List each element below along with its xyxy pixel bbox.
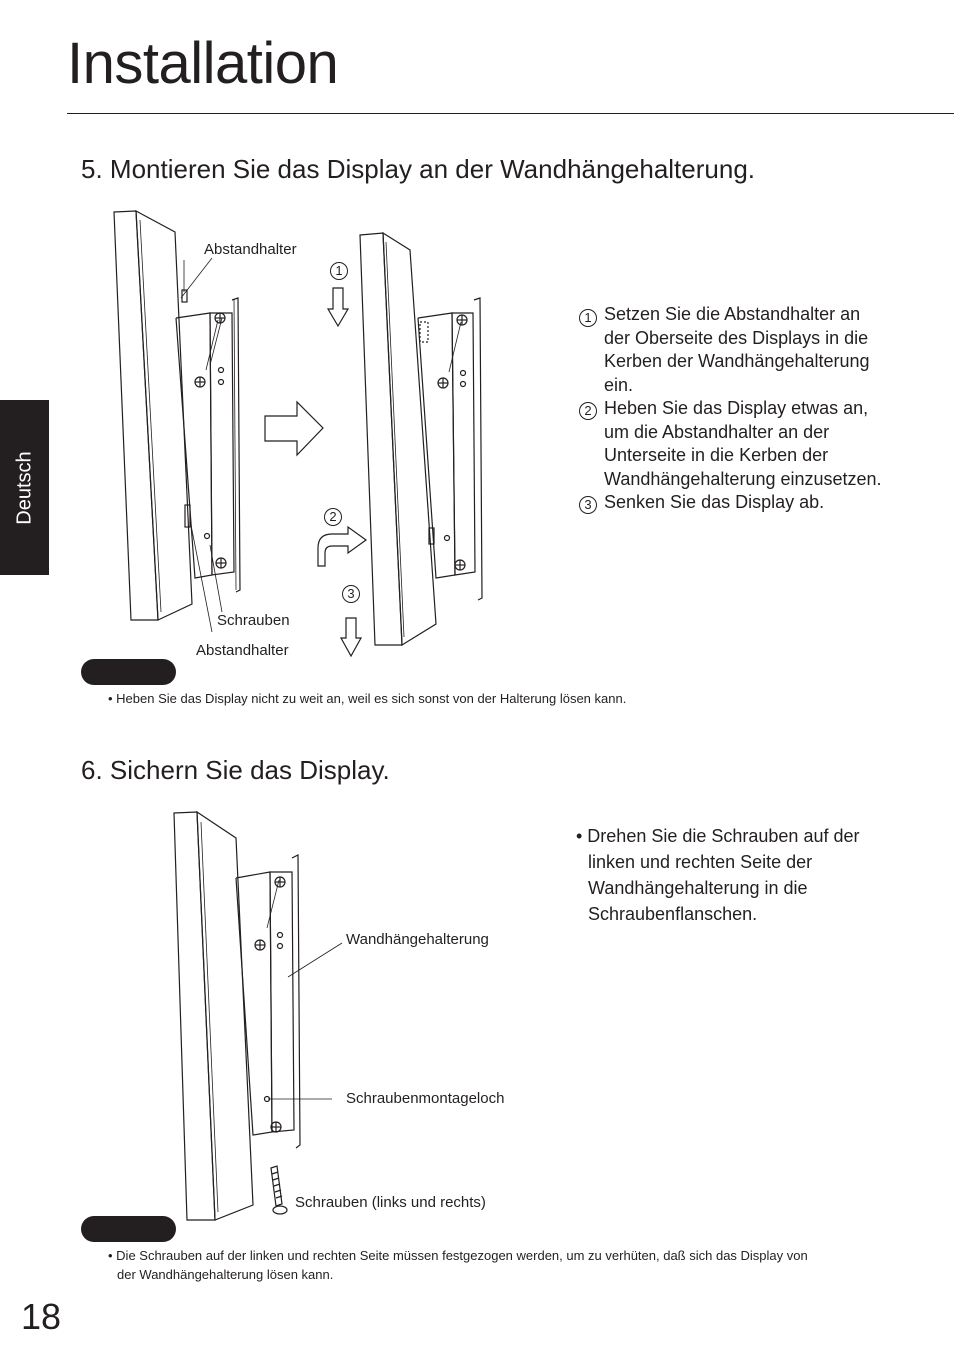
wall-bracket-right bbox=[418, 298, 482, 600]
arrow-number-3: 3 bbox=[342, 585, 360, 603]
callout-mounting-hole: Schraubenmontageloch bbox=[346, 1090, 505, 1107]
step5-heading: 5. Montieren Sie das Display an der Wandhängehalterung. bbox=[81, 154, 756, 184]
step6-heading: 6. Sichern Sie das Display. bbox=[81, 755, 390, 785]
callout-screws: Schrauben bbox=[217, 612, 290, 629]
arrow-down-1 bbox=[328, 288, 348, 326]
transition-arrow bbox=[265, 402, 323, 455]
instruction-number-1: 1 bbox=[579, 309, 597, 327]
language-tab-label: Deutsch bbox=[13, 450, 35, 525]
callout-screws-left-right: Schrauben (links und rechts) bbox=[295, 1194, 486, 1211]
instruction-number-3: 3 bbox=[579, 496, 597, 514]
display-side-view-right bbox=[360, 233, 436, 645]
callout-wall-bracket: Wandhängehalterung bbox=[346, 931, 489, 948]
arrow-number-1: 1 bbox=[330, 262, 348, 280]
display-side-view-left bbox=[114, 211, 192, 620]
note-step5: • Heben Sie das Display nicht zu weit an, weil es sich sonst von der Halterung lösen kann. bbox=[108, 691, 627, 706]
arrow-number-2: 2 bbox=[324, 508, 342, 526]
note-step6: • Die Schrauben auf der linken und rechten Seite müssen festgezogen werden, um zu verhüten, daß sich das Display von der Wandhängehalterung lösen kann. bbox=[108, 1248, 808, 1282]
instruction-1: Setzen Sie die Abstandhalter an der Oberseite des Displays in die Kerben der Wandhängehalterung ein. bbox=[604, 304, 870, 395]
note-badge-step5 bbox=[81, 659, 176, 685]
page-title: Installation bbox=[67, 31, 339, 96]
note-badge-step6 bbox=[81, 1216, 176, 1242]
wall-bracket-left bbox=[176, 260, 240, 632]
callout-spacer-bottom: Abstandhalter bbox=[196, 642, 289, 659]
step6-instructions: • Drehen Sie die Schrauben auf der linken und rechten Seite der Wandhängehalterung in die Schraubenflanschen. bbox=[576, 826, 860, 924]
instruction-number-2: 2 bbox=[579, 402, 597, 420]
instruction-3: Senken Sie das Display ab. bbox=[604, 492, 825, 512]
arrow-up-right-2 bbox=[318, 527, 366, 566]
instruction-2: Heben Sie das Display etwas an, um die Abstandhalter an der Unterseite in die Kerben der Wandhängehalterung einzusetzen. bbox=[604, 398, 882, 489]
arrow-down-3 bbox=[341, 618, 361, 656]
callout-spacer-top: Abstandhalter bbox=[204, 241, 297, 258]
leader-spacer-top bbox=[181, 258, 212, 298]
page-number: 18 bbox=[21, 1296, 62, 1337]
